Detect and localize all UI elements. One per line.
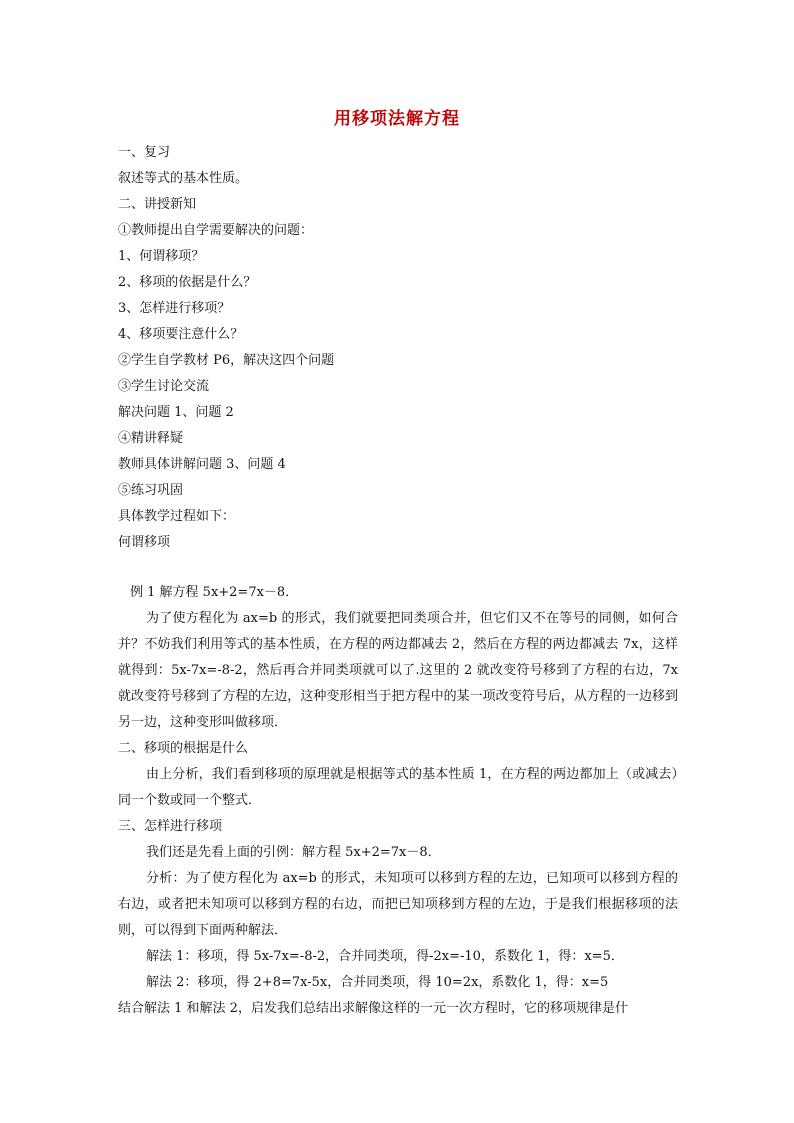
text-line: 教师具体讲解问题 3、问题 4 (118, 457, 286, 472)
example-1: 例 1 解方程 5x+2=7x－8． (130, 585, 299, 600)
text-line: 何谓移项 (118, 535, 171, 550)
solution-2: 解法 2：移项，得 2+8=7x-5x，合并同类项，得 10=2x，系数化 1，得：x=5 (146, 975, 609, 990)
paragraph-basis: 由上分析，我们看到移项的原理就是根据等式的基本性质 1，在方程的两边都加上（或减去）同一个数或同一个整式． (118, 767, 678, 808)
section-heading-basis: 二、移项的根据是什么 (118, 741, 249, 756)
question-item: 3、怎样进行移项？ (118, 301, 231, 316)
text-line: 叙述等式的基本性质。 (118, 171, 249, 186)
document-body (118, 140, 678, 1022)
page-title: 用移项法解方程 (334, 109, 460, 129)
text-line: ④精讲释疑 (118, 431, 184, 446)
text-line: 具体教学过程如下： (118, 509, 236, 524)
paragraph-explanation: 为了使方程化为 ax=b 的形式，我们就要把同类项合并，但它们又不在等号的同侧，如何合并？不妨我们利用等式的基本性质，在方程的两边都减去 2，然后在方程的两边都减去 7x，这样就得到：5x-7x=-8-2，然后再合并同类项就可以了.这里的 2 就改变符号移到了方程的右边，7x 就改变符号移到了方程的左边，这种变形相当于把方程中的某一项改变符号后，从方程的一边移到另一边，这种变形叫做移项． (118, 611, 678, 730)
section-heading-new-knowledge: 二、讲授新知 (118, 197, 197, 212)
question-item: 1、何谓移项？ (118, 249, 205, 264)
question-item: 2、移项的依据是什么？ (118, 275, 257, 290)
paragraph-analysis: 分析：为了使方程化为 ax=b 的形式，未知项可以移到方程的左边，已知项可以移到方程的右边，或者把未知项可以移到方程的右边，而把已知项移到方程的左边，于是我们根据移项的法则，可以得到下面两种解法． (118, 871, 678, 938)
text-line: 解决问题 1、问题 2 (118, 405, 234, 420)
text-line: ③学生讨论交流 (118, 379, 210, 394)
paragraph-example-ref: 我们还是先看上面的引例：解方程 5x+2=7x－8． (146, 845, 441, 860)
text-line: ⑤练习巩固 (118, 483, 184, 498)
section-heading-review: 一、复习 (118, 145, 171, 160)
solution-1: 解法 1：移项，得 5x-7x=-8-2，合并同类项，得-2x=-10，系数化 1，得：x=5． (146, 949, 624, 964)
text-line: ②学生自学教材 P6，解决这四个问题 (118, 353, 335, 368)
paragraph-summary: 结合解法 1 和解法 2，启发我们总结出求解像这样的一元一次方程时，它的移项规律是什 (118, 1001, 628, 1016)
question-item: 4、移项要注意什么？ (118, 327, 244, 342)
text-line: ①教师提出自学需要解决的问题： (118, 223, 314, 238)
section-heading-how: 三、怎样进行移项 (118, 819, 223, 834)
